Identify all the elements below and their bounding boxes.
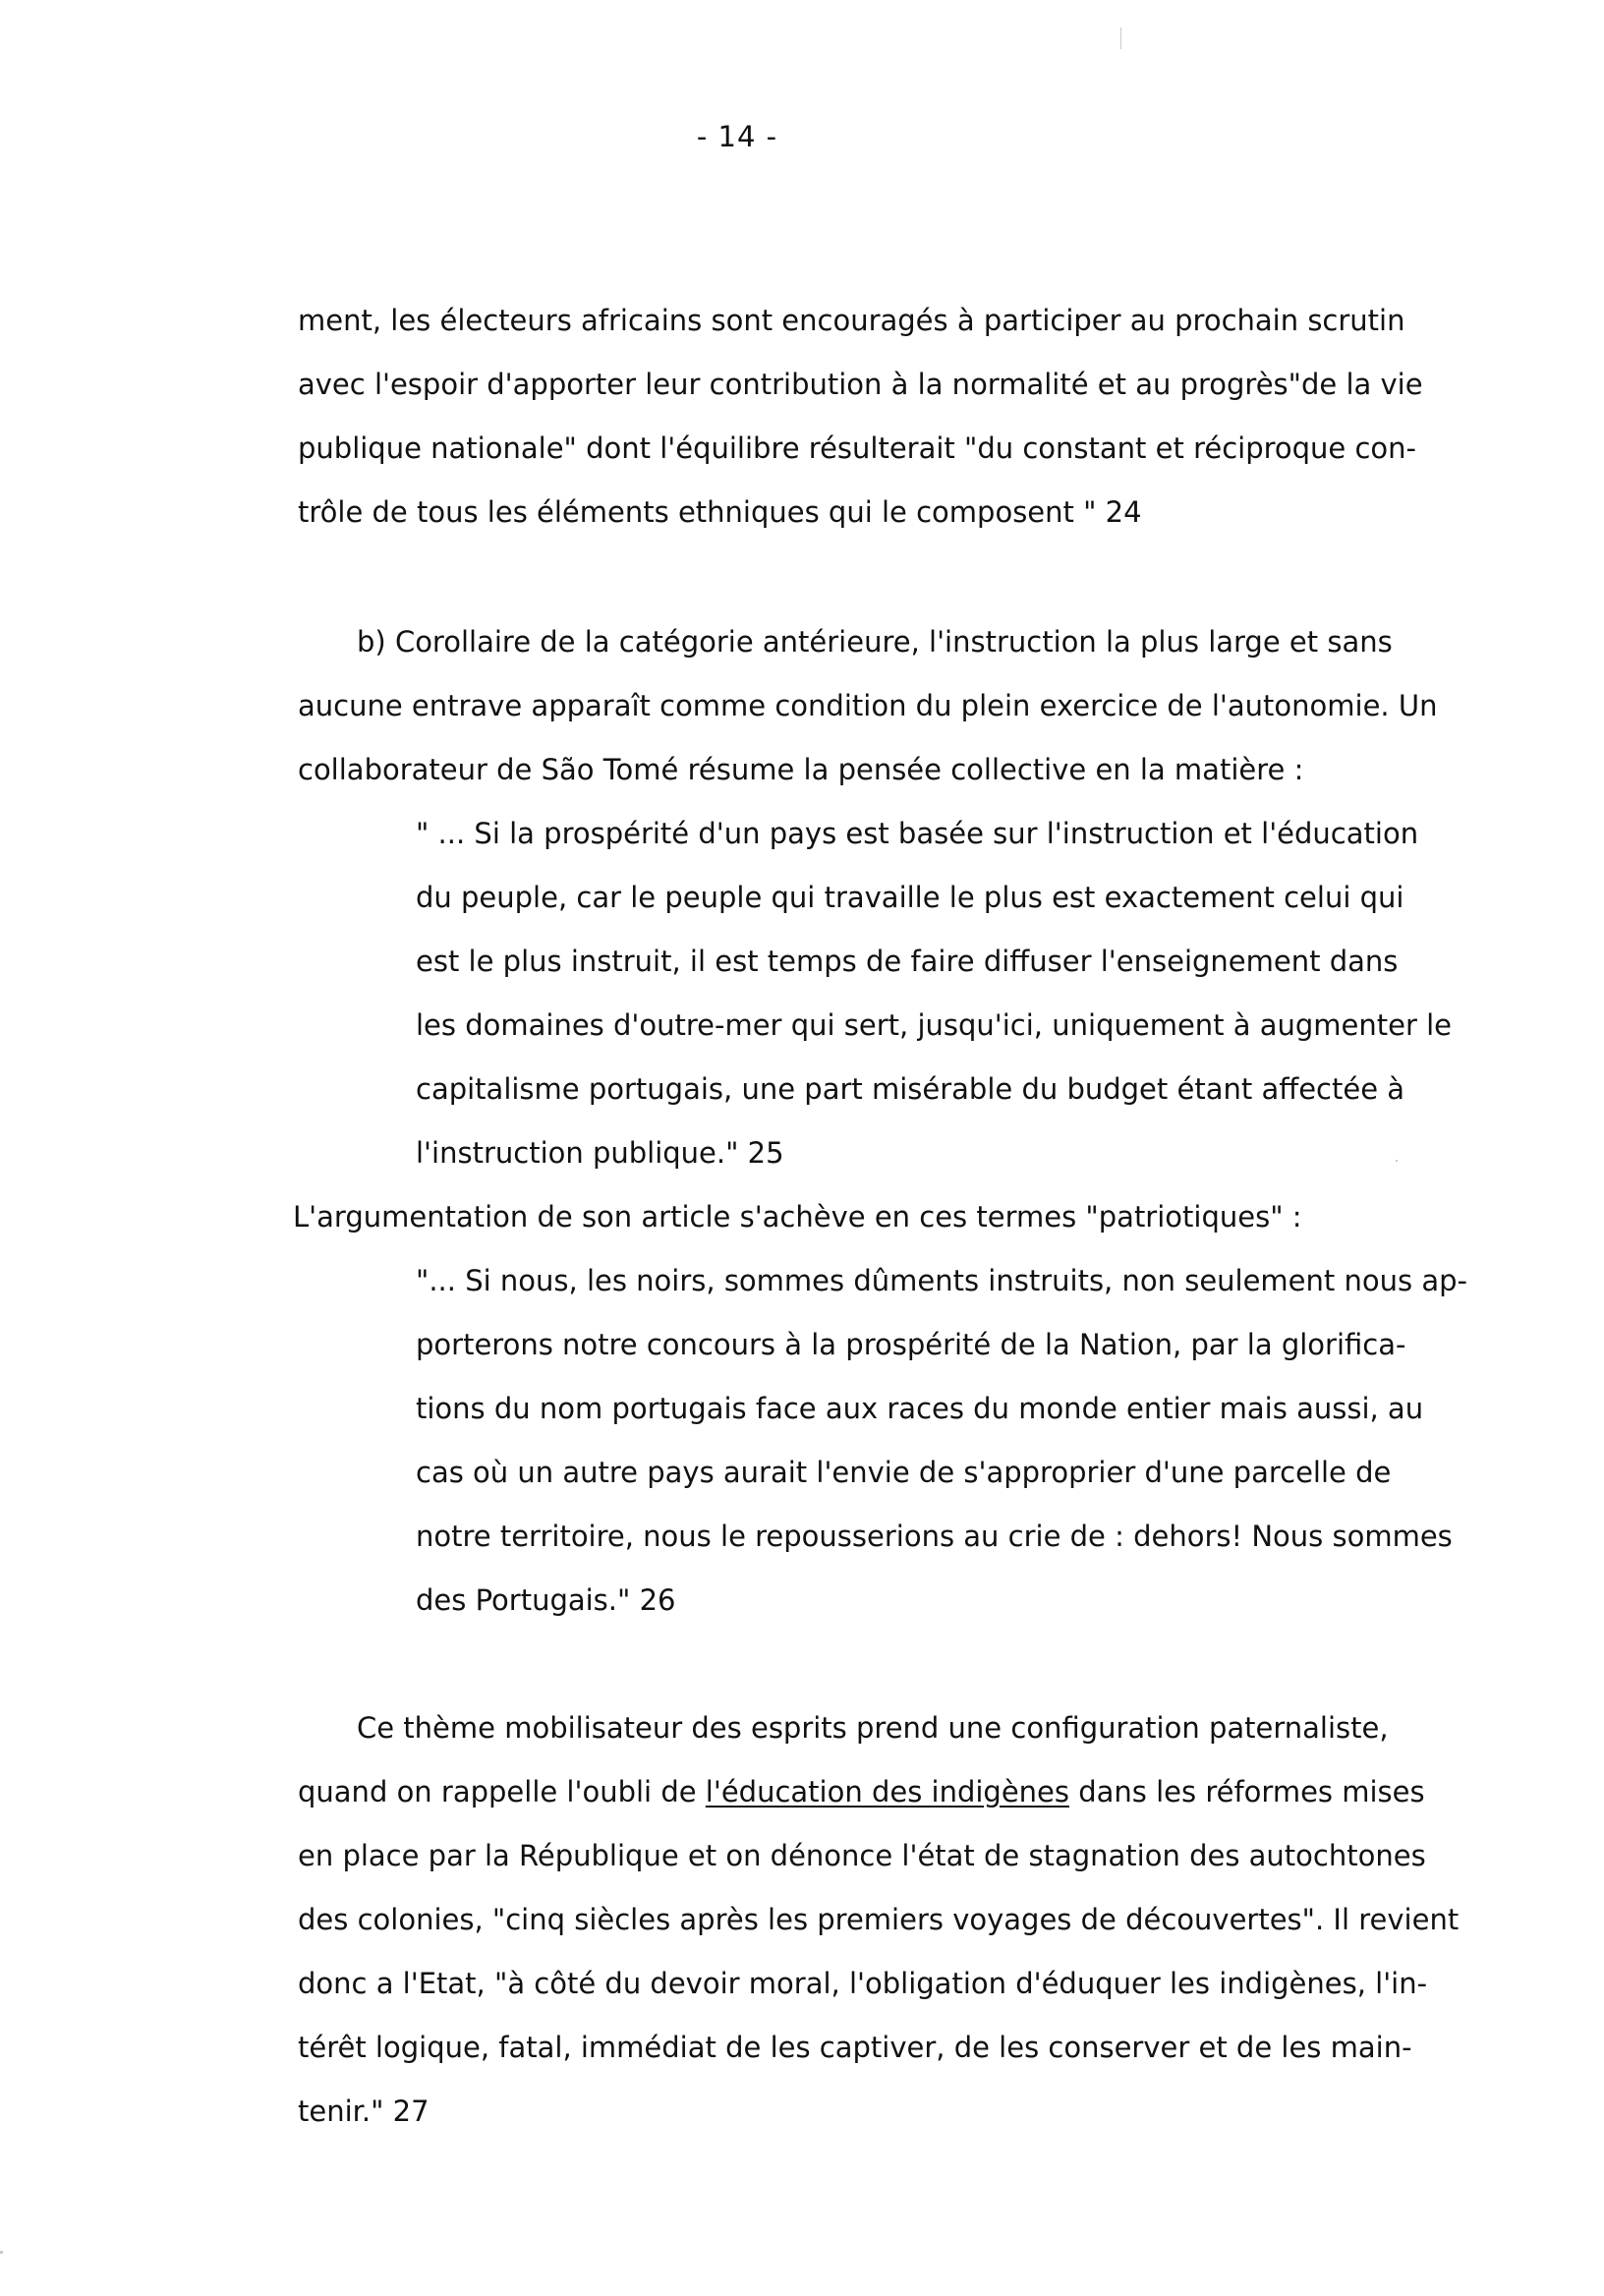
paragraph-line: b) Corollaire de la catégorie antérieure, l'instruction la plus large et sans: [357, 625, 1393, 659]
paragraph-line: L'argumentation de son article s'achève en ces termes "patriotiques" :: [293, 1200, 1302, 1234]
underlined-phrase: l'éducation des indigènes: [705, 1775, 1069, 1808]
paragraph-line: ment, les électeurs africains sont encouragés à participer au prochain scrutin: [298, 304, 1405, 337]
quote-line: du peuple, car le peuple qui travaille le plus est exactement celui qui: [416, 881, 1404, 914]
text-segment: dans les réformes mises: [1069, 1775, 1425, 1808]
paragraph-line: en place par la République et on dénonce l'état de stagnation des autochtones: [298, 1839, 1426, 1872]
paragraph-line: trôle de tous les éléments ethniques qui le composent " 24: [298, 495, 1142, 529]
quote-line: cas où un autre pays aurait l'envie de s'approprier d'une parcelle de: [416, 1456, 1392, 1489]
quote-line: porterons notre concours à la prospérité de la Nation, par la glorifica-: [416, 1328, 1406, 1361]
paragraph-line: collaborateur de São Tomé résume la pensée collective en la matière :: [298, 753, 1304, 786]
quote-line: l'instruction publique." 25: [416, 1136, 784, 1170]
quote-line: " ... Si la prospérité d'un pays est basée sur l'instruction et l'éducation: [416, 817, 1419, 850]
quote-line: notre territoire, nous le repousserions au crie de : dehors! Nous sommes: [416, 1520, 1453, 1553]
text-segment: quand on rappelle l'oubli de: [298, 1775, 706, 1808]
paragraph-line: aucune entrave apparaît comme condition du plein exercice de l'autonomie. Un: [298, 689, 1438, 722]
quote-line: est le plus instruit, il est temps de faire diffuser l'enseignement dans: [416, 945, 1399, 978]
paragraph-line: publique nationale" dont l'équilibre résulterait "du constant et réciproque con-: [298, 431, 1417, 465]
paragraph-line: [298, 1772, 1425, 1811]
scan-mark: [1120, 28, 1121, 49]
paragraph-line: avec l'espoir d'apporter leur contribution à la normalité et au progrès"de la vie: [298, 368, 1423, 401]
quote-line: capitalisme portugais, une part misérable du budget étant affectée à: [416, 1072, 1405, 1106]
scan-mark: [1396, 1160, 1398, 1162]
paragraph-line: térêt logique, fatal, immédiat de les captiver, de les conserver et de les main-: [298, 2031, 1412, 2064]
page-number: - 14 -: [696, 120, 778, 153]
paragraph-line: Ce thème mobilisateur des esprits prend une configuration paternaliste,: [357, 1711, 1389, 1745]
quote-line: des Portugais." 26: [416, 1583, 676, 1617]
quote-line: les domaines d'outre-mer qui sert, jusqu'ici, uniquement à augmenter le: [416, 1008, 1453, 1042]
paragraph-line: des colonies, "cinq siècles après les premiers voyages de découvertes". Il revient: [298, 1903, 1460, 1936]
quote-line: "... Si nous, les noirs, sommes dûments instruits, non seulement nous ap-: [416, 1264, 1467, 1297]
paragraph-line: donc a l'Etat, "à côté du devoir moral, l'obligation d'éduquer les indigènes, l'in-: [298, 1967, 1428, 2000]
scan-mark: [0, 2251, 3, 2254]
paragraph-line: tenir." 27: [298, 2095, 430, 2128]
quote-line: tions du nom portugais face aux races du monde entier mais aussi, au: [416, 1392, 1424, 1425]
